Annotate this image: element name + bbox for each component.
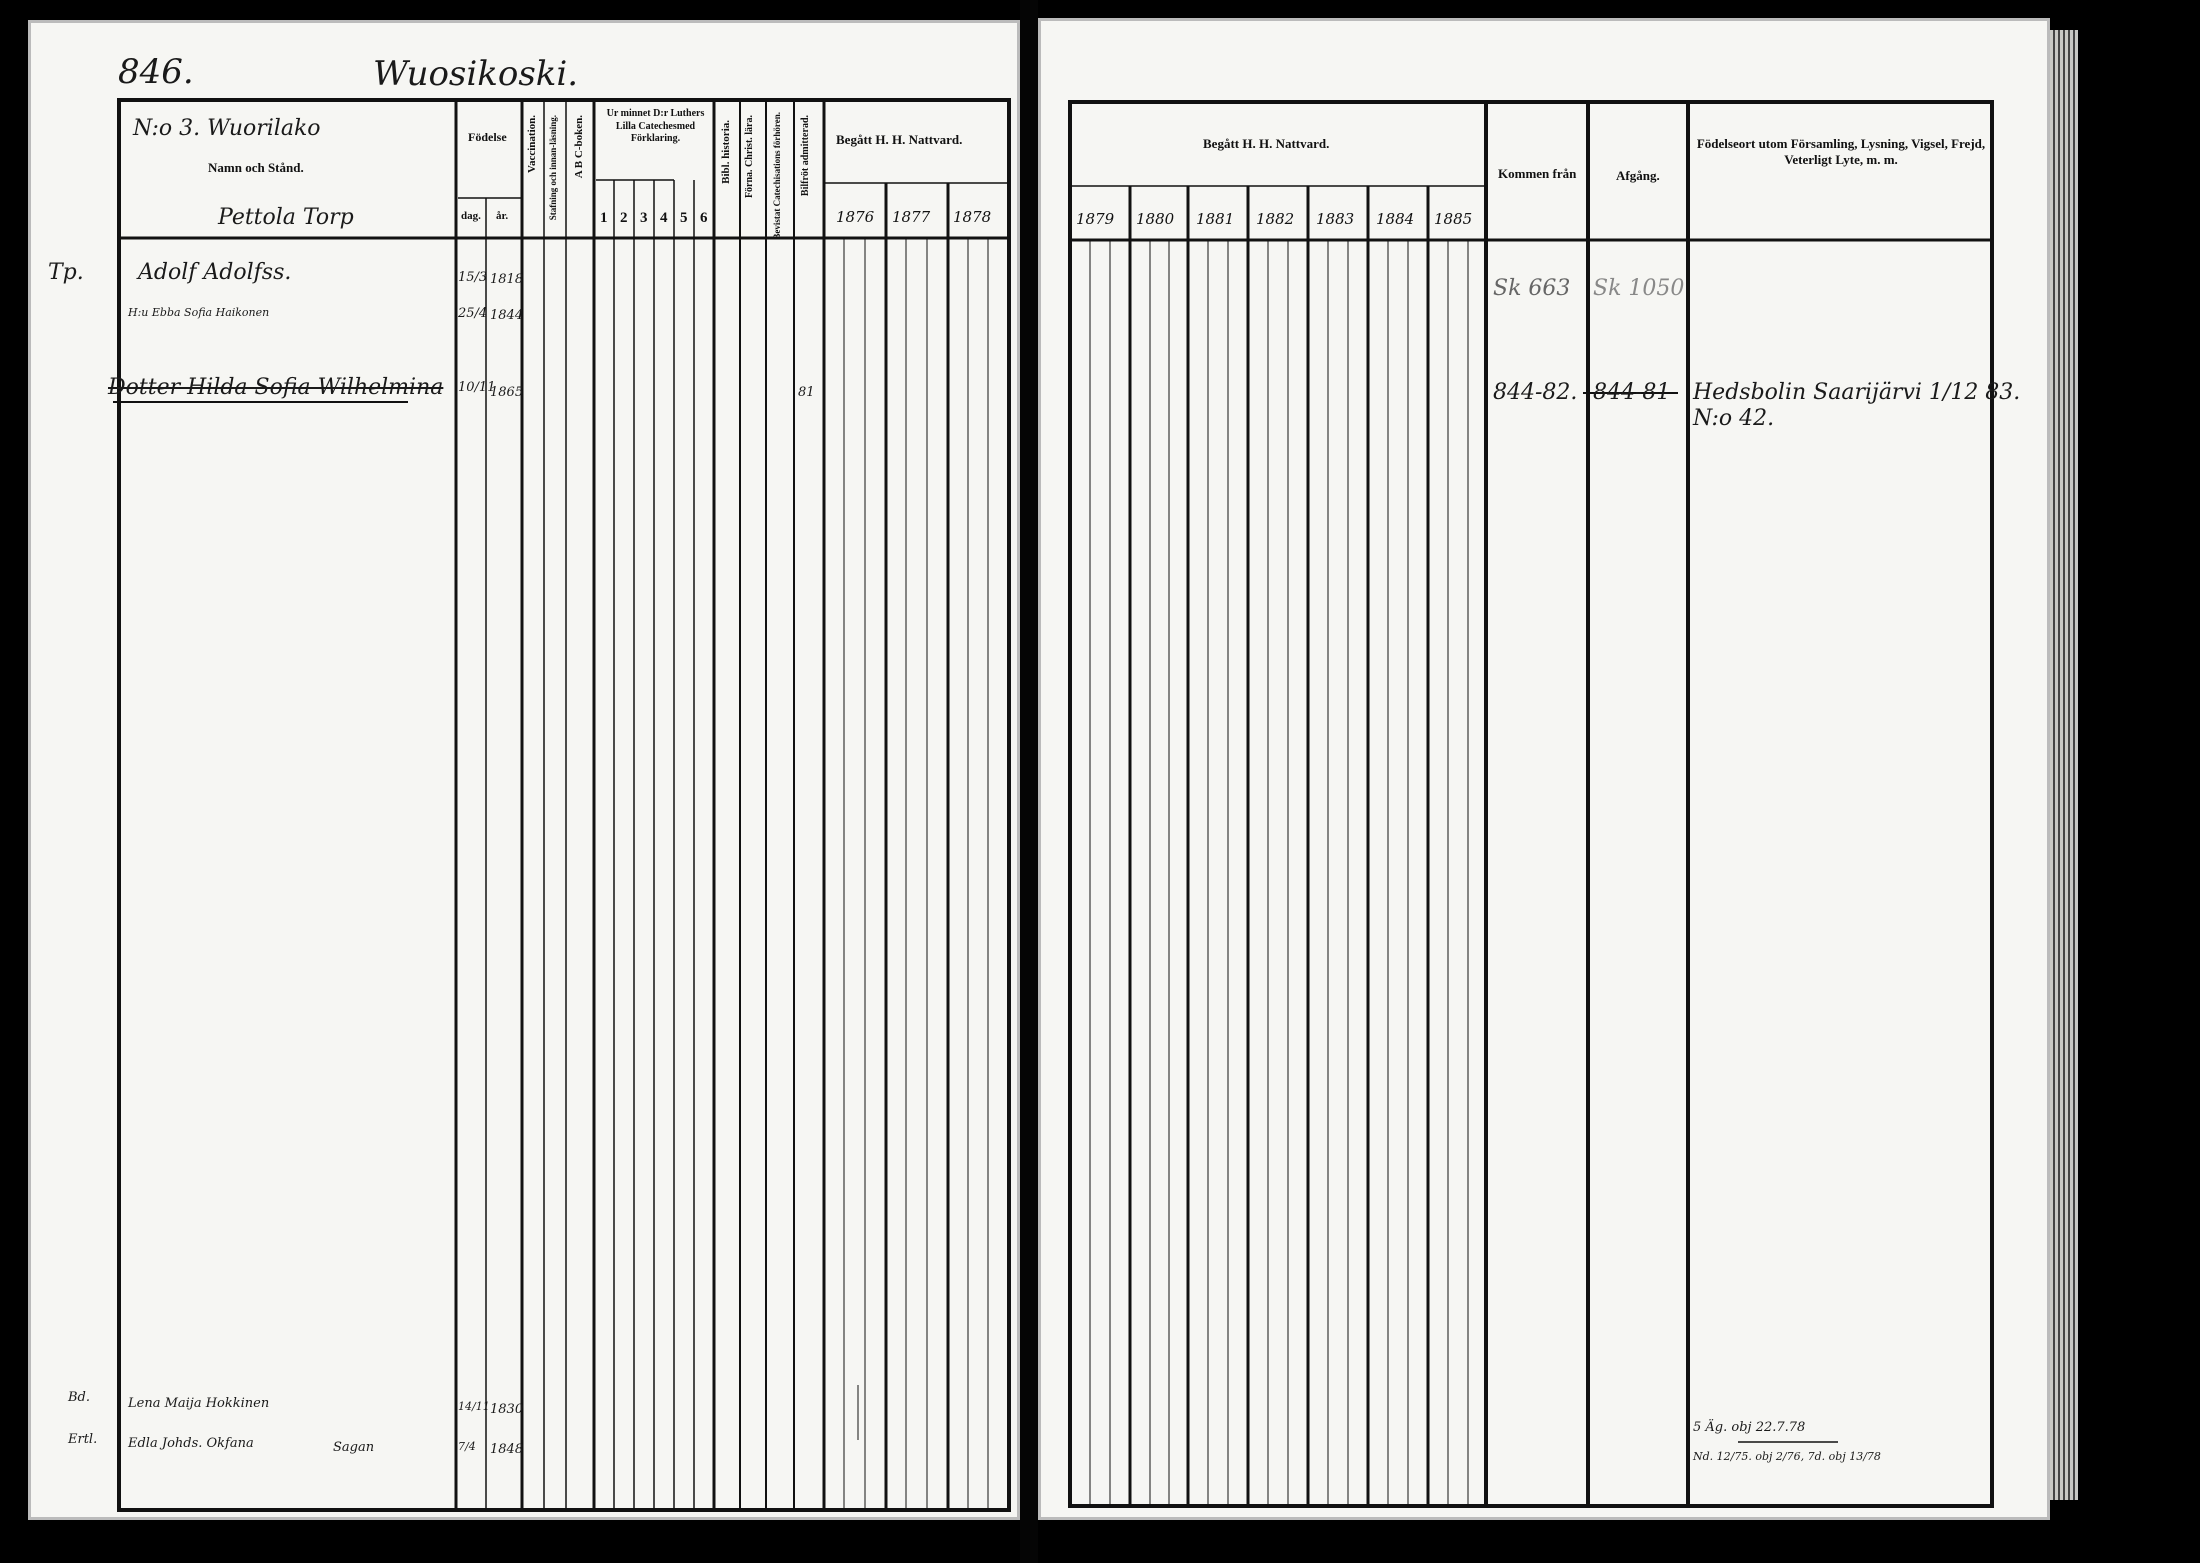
entry-4-name: Lena Maija Hokkinen (128, 1396, 270, 1411)
row-2-remarks: Hedsbolin Saarijärvi 1/12 83. N:o 42. (1693, 380, 2021, 432)
communion-header-right: Begått H. H. Nattvard. (1203, 136, 1330, 151)
left-page-grid (28, 20, 1020, 1520)
name-column-header: Namn och Stånd. (208, 160, 304, 175)
entry-4-day: 14/11 (458, 1400, 490, 1413)
right-page-grid (1038, 18, 2050, 1520)
admitted-header: Bilfröt admitterad. (800, 115, 811, 197)
entry-5-day: 7/4 (458, 1440, 476, 1453)
row-1-departure: Sk 1050 (1593, 276, 1685, 301)
row-4-remarks: Nd. 12/75. obj 2/76, 7d. obj 13/78 (1693, 1450, 1881, 1463)
abc-book-header: A B C-boken. (573, 115, 585, 179)
year-1885: 1885 (1434, 210, 1473, 228)
row-2-departure: 844-81 (1593, 380, 1671, 405)
entry-1-name: Adolf Adolfss. (138, 260, 292, 285)
entry-5-name: Edla Johds. Okfana (128, 1436, 254, 1451)
farm-name: N:o 3. Wuorilako (133, 116, 321, 141)
catechism-col-4: 4 (660, 210, 668, 226)
book-spine (1020, 0, 1038, 1563)
year-1876: 1876 (836, 208, 875, 226)
page-number: 846. (118, 52, 194, 92)
entry-1-role: Tp. (48, 260, 84, 285)
entry-2-day: 25/4 (458, 306, 488, 321)
entry-3-year: 1865 (490, 385, 524, 400)
year-1878: 1878 (953, 208, 992, 226)
entry-1-year: 1818 (490, 272, 524, 287)
catechism-header: Ur minnet D:r Luthers Lilla Catechesmed Förklaring. (606, 108, 705, 144)
birth-header: Födelse (468, 130, 507, 144)
entry-3-day: 10/11 (458, 380, 496, 395)
catechism-col-5: 5 (680, 210, 688, 226)
page-edges (2050, 30, 2078, 1500)
bible-history-header: Bibl. historia. (720, 120, 732, 184)
reading-header: Stafning och innan-läsning. (548, 115, 558, 221)
entry-2-year: 1844 (490, 308, 524, 323)
catechisation-header: Bevistat Catechisations förhören. (772, 112, 782, 240)
year-1884: 1884 (1376, 210, 1415, 228)
right-page (1038, 18, 2050, 1520)
communion-header-left: Begått H. H. Nattvard. (836, 132, 963, 147)
row-1-came-from: Sk 663 (1493, 276, 1571, 301)
left-page (28, 20, 1020, 1520)
year-1881: 1881 (1196, 210, 1235, 228)
sub-farm-name: Pettola Torp (218, 205, 354, 230)
birth-year-header: år. (496, 210, 509, 222)
christian-doctrine-header: Förna. Christ. lära. (744, 115, 755, 199)
catechism-col-1: 1 (600, 210, 608, 226)
entry-3-admitted: 81 (798, 385, 815, 400)
row-3-remarks: 5 Äg. obj 22.7.78 (1693, 1420, 1806, 1435)
year-1880: 1880 (1136, 210, 1175, 228)
catechism-col-2: 2 (620, 210, 628, 226)
entry-1-day: 15/3 (458, 270, 488, 285)
entry-5-note: Sagan (333, 1440, 375, 1455)
row-2-came-from: 844-82. (1493, 380, 1578, 405)
birth-day-header: dag. (461, 210, 481, 222)
catechism-col-3: 3 (640, 210, 648, 226)
entry-4-year: 1830 (490, 1402, 524, 1417)
entry-5-role: Ertl. (68, 1432, 98, 1447)
departure-header: Afgång. (1616, 168, 1660, 183)
catechism-col-6: 6 (700, 210, 708, 226)
year-1877: 1877 (892, 208, 931, 226)
entry-4-role: Bd. (68, 1390, 91, 1405)
year-1882: 1882 (1256, 210, 1295, 228)
came-from-header: Kommen från (1498, 166, 1577, 181)
remarks-header: Födelseort utom Församling, Lysning, Vigsel, Frejd, Veterligt Lyte, m. m. (1696, 136, 1986, 168)
entry-2-name: H:u Ebba Sofia Haikonen (128, 306, 270, 319)
entry-3-name: Dotter Hilda Sofia Wilhelmina (108, 375, 444, 400)
village-name: Wuosikoski. (373, 54, 579, 94)
year-1883: 1883 (1316, 210, 1355, 228)
entry-5-year: 1848 (490, 1442, 524, 1457)
year-1879: 1879 (1076, 210, 1115, 228)
vaccination-header: Vaccination. (526, 115, 538, 173)
